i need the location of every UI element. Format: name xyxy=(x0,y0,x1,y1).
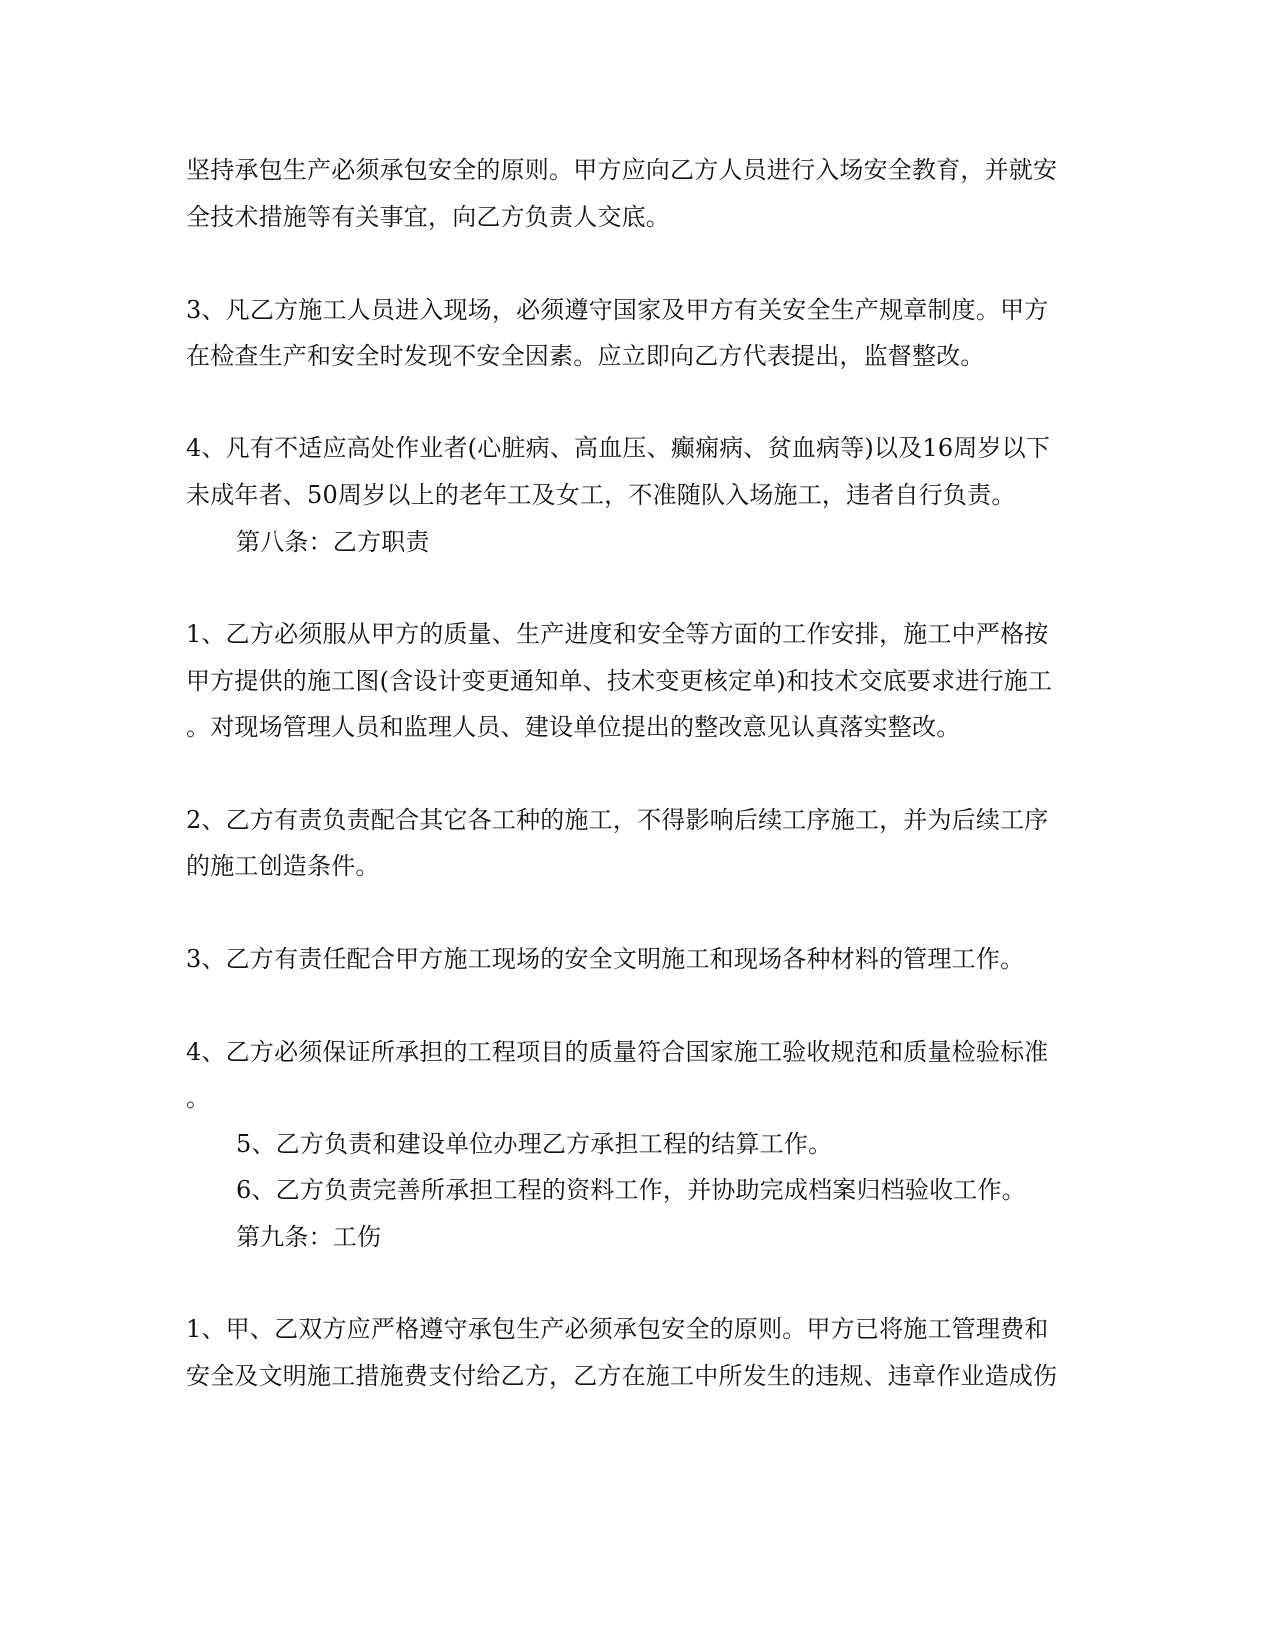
paragraph-line: 安全及文明施工措施费支付给乙方，乙方在施工中所发生的违规、违章作业造成伤 xyxy=(186,1362,1058,1390)
paragraph-line: 4、凡有不适应高处作业者(心脏病、高血压、癫痫病、贫血病等)以及16周岁以下 xyxy=(186,434,1051,462)
section-heading-9: 第九条：工伤 xyxy=(236,1223,382,1251)
paragraph-line: 4、乙方必须保证所承担的工程项目的质量符合国家施工验收规范和质量检验标准 xyxy=(186,1038,1049,1066)
paragraph-line: 1、甲、乙双方应严格遵守承包生产必须承包安全的原则。甲方已将施工管理费和 xyxy=(186,1315,1049,1343)
paragraph-line: 。 xyxy=(186,1084,211,1112)
paragraph-line: 1、乙方必须服从甲方的质量、生产进度和安全等方面的工作安排，施工中严格按 xyxy=(186,620,1049,648)
paragraph-line: 2、乙方有责负责配合其它各工种的施工，不得影响后续工序施工，并为后续工序 xyxy=(186,806,1049,834)
paragraph-line: 未成年者、50周岁以上的老年工及女工，不准随队入场施工，违者自行负责。 xyxy=(186,481,1016,509)
paragraph-line: 甲方提供的施工图(含设计变更通知单、技术变更核定单)和技术交底要求进行施工 xyxy=(186,667,1053,695)
paragraph-line: 的施工创造条件。 xyxy=(186,852,380,880)
paragraph-line: 。对现场管理人员和监理人员、建设单位提出的整改意见认真落实整改。 xyxy=(186,713,961,741)
paragraph-line: 坚持承包生产必须承包安全的原则。甲方应向乙方人员进行入场安全教育，并就安 xyxy=(186,156,1058,184)
indented-line: 5、乙方负责和建设单位办理乙方承担工程的结算工作。 xyxy=(236,1130,833,1158)
paragraph-line: 在检查生产和安全时发现不安全因素。应立即向乙方代表提出，监督整改。 xyxy=(186,342,985,370)
paragraph-line: 3、乙方有责任配合甲方施工现场的安全文明施工和现场各种材料的管理工作。 xyxy=(186,945,1025,973)
paragraph-line: 全技术措施等有关事宜，向乙方负责人交底。 xyxy=(186,203,670,231)
paragraph-line: 3、凡乙方施工人员进入现场，必须遵守国家及甲方有关安全生产规章制度。甲方 xyxy=(186,296,1049,324)
indented-line: 6、乙方负责完善所承担工程的资料工作，并协助完成档案归档验收工作。 xyxy=(236,1176,1026,1204)
section-heading-8: 第八条：乙方职责 xyxy=(236,528,430,556)
